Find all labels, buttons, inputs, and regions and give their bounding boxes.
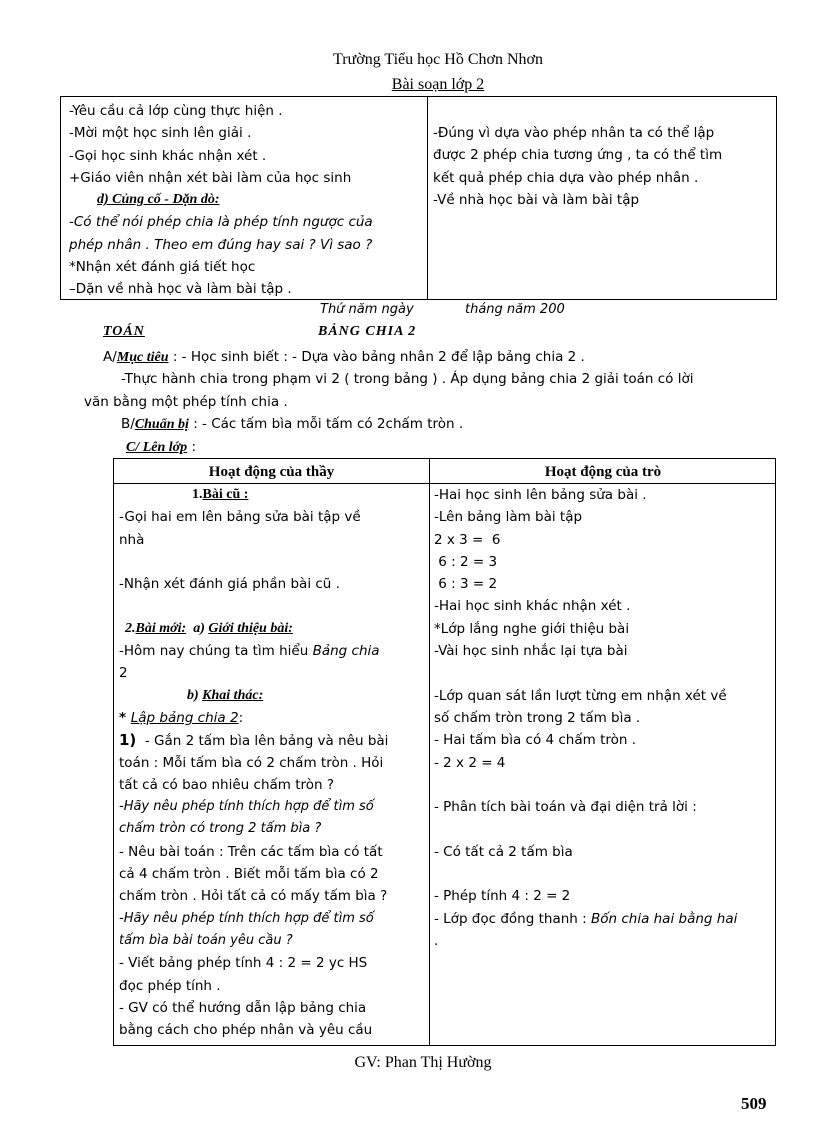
teacher-question-line: chấm tròn có trong 2 tấm bìa ? (119, 821, 322, 837)
top-table (60, 96, 777, 300)
date-month-year: tháng năm 200 (465, 302, 565, 317)
lesson-plan-label: Bài soạn lớp 2 (391, 76, 485, 93)
objectives-line-2: -Thực hành chia trong phạm vi 2 ( trong bảng ) . Áp dụng bảng chia 2 giải toán có lời (121, 371, 694, 387)
student-line: -Vài học sinh nhắc lại tựa bài (434, 643, 628, 660)
student-line: . (434, 932, 439, 949)
teacher-line: nhà (119, 531, 145, 548)
student-line: - Hai tấm bìa có 4 chấm tròn . (434, 732, 637, 749)
teacher-line: chấm tròn . Hỏi tất cả có mấy tấm bìa ? (119, 888, 388, 905)
teacher-text: -Hôm nay chúng ta tìm hiểu (119, 643, 313, 660)
student-column (434, 484, 774, 952)
teacher-line: -Nhận xét đánh giá phần bài cũ . (119, 576, 340, 593)
preparation-label: Chuẩn bị (134, 417, 189, 432)
preparation-text: : - Các tấm bìa mỗi tấm có 2chấm tròn . (188, 416, 464, 432)
activities-table (113, 458, 776, 1046)
old-lesson-label: Bài cũ : (202, 487, 249, 502)
new-lesson-number: 2. (125, 620, 136, 636)
top-right-line: -Đúng vì dựa vào phép nhân ta có thể lập (433, 125, 715, 141)
teacher-column (119, 484, 427, 1041)
preparation-prefix: B/ (121, 416, 135, 432)
teacher-column-header: Hoạt động của thầy (208, 464, 335, 480)
teacher-name-footer: GV: Phan Thị Hường (354, 1054, 492, 1071)
objectives-text: : - Học sinh biết : - Dựa vào bảng nhân 2 để lập bảng chia 2 . (168, 349, 585, 365)
consolidation-heading: d) Củng cố - Dặn dò: (97, 192, 220, 208)
date-day: Thứ năm ngày (320, 302, 414, 317)
teacher-line (119, 729, 427, 751)
top-left-line: -Mời một học sinh lên giải . (69, 125, 252, 142)
student-line: số chấm tròn trong 2 tấm bìa . (434, 709, 641, 726)
top-table-right-column (433, 122, 773, 211)
page-number: 509 (741, 1094, 767, 1113)
top-left-line: –Dặn về nhà học và làm bài tập . (69, 281, 292, 298)
student-spacer (434, 863, 774, 885)
objectives-prefix: A/ (103, 349, 117, 365)
objectives-line (103, 346, 585, 368)
teacher-line: - Nêu bài toán : Trên các tấm bìa có tất (119, 843, 383, 860)
teacher-question-line: -Hãy nêu phép tính thích hợp để tìm số (119, 910, 374, 926)
teacher-line: -Gọi hai em lên bảng sửa bài tập về (119, 509, 361, 526)
teacher-line: - Viết bảng phép tính 4 : 2 = 2 yc HS (119, 955, 368, 972)
student-line: - Có tất cả 2 tấm bìa (434, 843, 573, 860)
explore-heading (119, 685, 427, 707)
student-line (434, 908, 774, 930)
table-name-italic: Bảng chia (312, 643, 380, 660)
chant-italic: Bốn chia hai bằng hai (590, 910, 738, 927)
objectives-line-3: văn bằng một phép tính chia . (84, 394, 288, 410)
student-line: - Phép tính 4 : 2 = 2 (434, 888, 571, 905)
student-line: -Lớp quan sát lần lượt từng em nhận xét về (434, 687, 727, 704)
subject-label: TOÁN (103, 324, 145, 339)
top-right-line: được 2 phép chia tương ứng , ta có thể tìm (433, 147, 723, 164)
build-table-label: Lập bảng chia 2 (130, 709, 239, 726)
teacher-line: - GV có thể hướng dẫn lập bảng chia (119, 999, 367, 1016)
new-lesson-heading (119, 618, 427, 640)
teacher-text: - Gắn 2 tấm bìa lên bảng và nêu bài (136, 733, 389, 750)
old-lesson-heading (119, 484, 427, 506)
student-column-header: Hoạt động của trò (544, 464, 662, 480)
student-math-line: 6 : 2 = 3 (434, 553, 498, 570)
student-line: - 2 x 2 = 4 (434, 754, 506, 771)
teacher-line: 2 (119, 665, 128, 682)
school-name: Trường Tiểu học Hồ Chơn Nhơn (333, 51, 543, 68)
top-right-line: kết quả phép chia dựa vào phép nhân . (433, 169, 699, 186)
student-text: - Lớp đọc đồng thanh : (434, 910, 591, 927)
teacher-line (119, 640, 427, 662)
intro-prefix: a) (186, 620, 209, 636)
build-star: * (119, 709, 131, 726)
top-left-line: -Gọi học sinh khác nhận xét . (69, 147, 267, 164)
intro-label: Giới thiệu bài: (208, 620, 293, 636)
student-spacer (434, 662, 774, 684)
top-table-left-column (69, 100, 425, 301)
top-left-line: phép nhân . Theo em đúng hay sai ? Vì sao ? (69, 236, 373, 253)
activities-table-divider (429, 459, 430, 1045)
student-math-line: 2 x 3 = 6 (434, 531, 501, 548)
top-right-line: -Về nhà học bài và làm bài tập (433, 191, 640, 208)
explore-label: Khai thác: (202, 687, 264, 703)
student-line: *Lớp lắng nghe giới thiệu bài (434, 620, 630, 637)
procedure-label: C/ Lên lớp (126, 440, 188, 455)
teacher-line: toán : Mỗi tấm bìa có 2 chấm tròn . Hỏi (119, 754, 384, 771)
teacher-question-line: -Hãy nêu phép tính thích hợp để tìm số (119, 799, 374, 815)
teacher-line: đọc phép tính . (119, 977, 221, 994)
student-line: -Hai học sinh lên bảng sửa bài . (434, 487, 647, 503)
teacher-line: cả 4 chấm tròn . Biết mỗi tấm bìa có 2 (119, 866, 379, 883)
old-lesson-number: 1. (192, 487, 203, 502)
student-spacer (434, 774, 774, 796)
top-left-line: *Nhận xét đánh giá tiết học (69, 259, 256, 276)
top-table-divider (427, 97, 428, 299)
top-left-line: -Yêu cầu cả lớp cùng thực hiện . (69, 103, 283, 119)
student-line: -Hai học sinh khác nhận xét . (434, 598, 631, 615)
lesson-plan-title (0, 76, 816, 94)
build-colon: : (238, 709, 244, 726)
teacher-line: tất cả có bao nhiêu chấm tròn ? (119, 776, 335, 793)
student-spacer (434, 818, 774, 840)
objectives-label: Mục tiêu (116, 350, 169, 365)
top-left-line: +Giáo viên nhận xét bài làm của học sinh (69, 169, 352, 186)
student-line: -Lên bảng làm bài tập (434, 509, 583, 526)
teacher-line: bằng cách cho phép nhân và yêu cầu (119, 1022, 373, 1039)
explore-prefix: b) (187, 687, 203, 703)
build-table-heading (119, 707, 427, 729)
student-math-line: 6 : 3 = 2 (434, 576, 498, 593)
student-line: - Phân tích bài toán và đại diện trả lời : (434, 799, 697, 816)
teacher-spacer (119, 595, 427, 617)
lesson-title: BẢNG CHIA 2 (318, 324, 417, 339)
step-1-number: 1) (119, 731, 137, 750)
teacher-spacer (119, 551, 427, 573)
teacher-question-line: tấm bìa bài toán yêu cầu ? (119, 932, 293, 948)
procedure-line (126, 436, 196, 458)
procedure-suffix: : (187, 439, 197, 455)
new-lesson-label: Bài mới: (135, 620, 187, 636)
top-left-line: -Có thể nói phép chia là phép tính ngược của (69, 214, 373, 231)
preparation-line (121, 413, 463, 435)
